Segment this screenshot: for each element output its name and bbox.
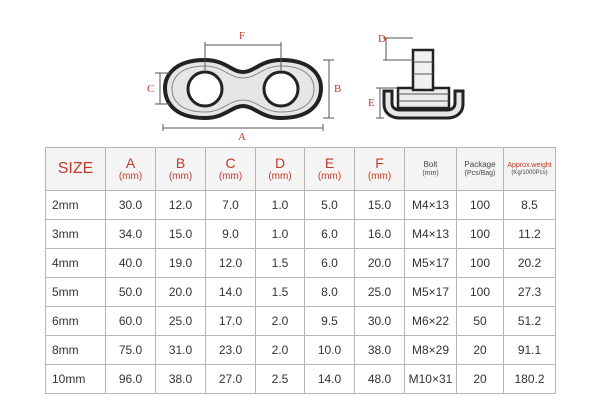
table-cell: 180.2	[504, 365, 556, 394]
table-cell: 1.5	[256, 278, 305, 307]
table-cell: 9.0	[206, 220, 256, 249]
table-cell: 11.2	[504, 220, 556, 249]
table-row	[46, 220, 556, 249]
specification-table	[45, 147, 556, 394]
table-cell: 8mm	[46, 336, 106, 365]
header-bolt: Bolt (mm)	[405, 148, 457, 191]
table-row	[46, 191, 556, 220]
wire-rope-clip-drawing	[0, 0, 609, 145]
table-cell: 27.0	[206, 365, 256, 394]
table-cell: 5mm	[46, 278, 106, 307]
table-row	[46, 365, 556, 394]
table-cell: M4×13	[405, 220, 457, 249]
table-cell: 30.0	[355, 307, 405, 336]
table-cell: 100	[457, 220, 504, 249]
header-c: C (mm)	[206, 148, 256, 191]
header-package: Package (Pcs/Bag)	[457, 148, 504, 191]
table-cell: M10×31	[405, 365, 457, 394]
header-d: D (mm)	[256, 148, 305, 191]
table-cell: 17.0	[206, 307, 256, 336]
table-cell: 15.0	[156, 220, 206, 249]
table-cell: 2.5	[256, 365, 305, 394]
label-d: D	[378, 33, 386, 45]
table-cell: 5.0	[305, 191, 355, 220]
table-cell: 2mm	[46, 191, 106, 220]
table-header-row	[46, 148, 556, 191]
table-cell: M5×17	[405, 278, 457, 307]
header-f: F (mm)	[355, 148, 405, 191]
header-size: SIZE	[46, 148, 106, 191]
table-cell: 4mm	[46, 249, 106, 278]
table-cell: 48.0	[355, 365, 405, 394]
header-e: E (mm)	[305, 148, 355, 191]
header-approx-weight: Approx.weight (Kg/1000Pcs)	[504, 148, 556, 191]
table-cell: M6×22	[405, 307, 457, 336]
table-cell: 34.0	[106, 220, 156, 249]
table-cell: 2.0	[256, 336, 305, 365]
table-cell: 14.0	[305, 365, 355, 394]
table-cell: 31.0	[156, 336, 206, 365]
table-cell: 20.0	[355, 249, 405, 278]
label-a: A	[238, 131, 246, 143]
table-cell: 20.0	[156, 278, 206, 307]
table-row	[46, 307, 556, 336]
table-cell: 15.0	[355, 191, 405, 220]
header-a: A (mm)	[106, 148, 156, 191]
clip-top-view	[165, 60, 321, 118]
label-e: E	[368, 97, 375, 109]
table-row	[46, 249, 556, 278]
table-cell: 27.3	[504, 278, 556, 307]
table-cell: 30.0	[106, 191, 156, 220]
table-row	[46, 278, 556, 307]
table-cell: 10mm	[46, 365, 106, 394]
table-cell: 100	[457, 191, 504, 220]
table-cell: 20.2	[504, 249, 556, 278]
table-cell: 50	[457, 307, 504, 336]
table-cell: 1.5	[256, 249, 305, 278]
table-cell: 3mm	[46, 220, 106, 249]
table-cell: 1.0	[256, 220, 305, 249]
table-cell: 8.5	[504, 191, 556, 220]
table-cell: 25.0	[156, 307, 206, 336]
table-cell: 7.0	[206, 191, 256, 220]
table-cell: 100	[457, 249, 504, 278]
table-cell: 16.0	[355, 220, 405, 249]
table-cell: 23.0	[206, 336, 256, 365]
table-cell: 10.0	[305, 336, 355, 365]
table-cell: 96.0	[106, 365, 156, 394]
table-cell: 25.0	[355, 278, 405, 307]
table-cell: 6.0	[305, 249, 355, 278]
table-cell: 20	[457, 336, 504, 365]
table-cell: 51.2	[504, 307, 556, 336]
table-cell: 40.0	[106, 249, 156, 278]
table-cell: 38.0	[355, 336, 405, 365]
table-cell: 6mm	[46, 307, 106, 336]
table-cell: 8.0	[305, 278, 355, 307]
table-cell: M8×29	[405, 336, 457, 365]
table-cell: 50.0	[106, 278, 156, 307]
table-cell: 38.0	[156, 365, 206, 394]
label-b: B	[334, 83, 342, 95]
table-row	[46, 336, 556, 365]
header-b: B (mm)	[156, 148, 206, 191]
label-f: F	[239, 30, 246, 42]
table-cell: 19.0	[156, 249, 206, 278]
table-cell: 100	[457, 278, 504, 307]
table-cell: 2.0	[256, 307, 305, 336]
table-cell: 14.0	[206, 278, 256, 307]
table-cell: 6.0	[305, 220, 355, 249]
left-bolt-hole	[188, 72, 222, 106]
table-cell: 91.1	[504, 336, 556, 365]
table-cell: 75.0	[106, 336, 156, 365]
label-c: C	[147, 83, 155, 95]
table-cell: 12.0	[156, 191, 206, 220]
table-cell: 60.0	[106, 307, 156, 336]
table-cell: M5×17	[405, 249, 457, 278]
table-cell: 20	[457, 365, 504, 394]
table-cell: 9.5	[305, 307, 355, 336]
table-cell: 1.0	[256, 191, 305, 220]
right-bolt-hole	[264, 72, 298, 106]
table-cell: M4×13	[405, 191, 457, 220]
table-cell: 12.0	[206, 249, 256, 278]
